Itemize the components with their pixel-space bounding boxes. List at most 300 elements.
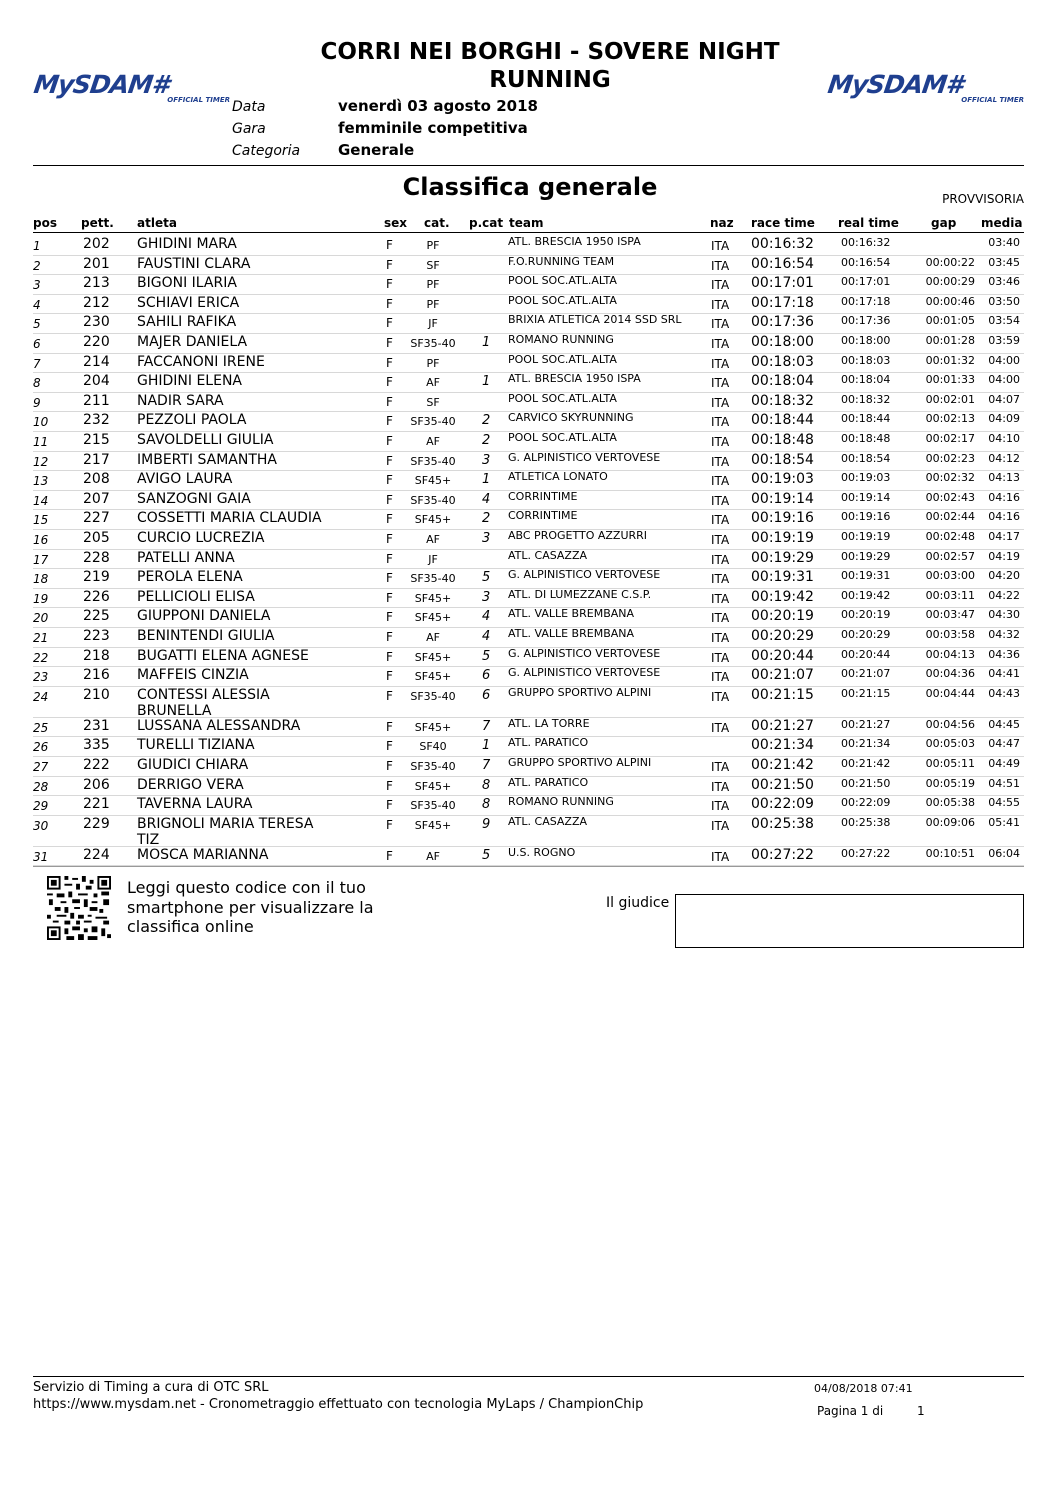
- pos-cell: 8: [33, 376, 41, 391]
- athlete-cell: FACCANONI IRENE: [137, 353, 265, 370]
- team-cell: ATL. BRESCIA 1950 ISPA: [508, 235, 641, 248]
- athlete-cell: GIUPPONI DANIELA: [137, 608, 271, 625]
- race-time-cell: 00:21:07: [751, 667, 814, 684]
- footer-page-label: Pagina 1 di: [817, 1404, 884, 1418]
- gap-cell: 00:09:06: [925, 815, 975, 829]
- team-cell: ATL. CASAZZA: [508, 814, 588, 828]
- nationality-cell: ITA: [711, 533, 730, 547]
- team-cell: POOL SOC.ATL.ALTA: [508, 431, 617, 444]
- gap-cell: 00:05:38: [925, 796, 975, 810]
- sex-cell: F: [386, 492, 393, 507]
- bib-cell: 225: [83, 608, 110, 625]
- table-row: [33, 815, 1024, 847]
- table-row: [33, 372, 1024, 393]
- team-cell: CORRINTIME: [508, 509, 578, 523]
- footer-datetime: 04/08/2018 07:41: [814, 1382, 913, 1395]
- nationality-cell: ITA: [711, 779, 730, 794]
- athlete-cell: BIGONI ILARIA: [137, 275, 237, 292]
- col-cat: cat.: [424, 216, 450, 230]
- col-naz: naz: [710, 216, 734, 230]
- pos-cell: 18: [33, 572, 49, 587]
- sex-cell: F: [386, 759, 393, 773]
- athlete-cell: COSSETTI MARIA CLAUDIA: [137, 510, 322, 527]
- sex-cell: F: [386, 610, 393, 625]
- category-cell: SF45+: [414, 650, 452, 664]
- real-time-cell: 00:20:19: [841, 608, 891, 622]
- qr-instructions: Leggi questo codice con il tuo smartphone per visualizzare la classifica online: [127, 878, 374, 936]
- category-cell: SF45+: [414, 670, 452, 684]
- table-row: [33, 588, 1024, 609]
- sex-cell: F: [386, 238, 393, 252]
- nationality-cell: ITA: [711, 415, 730, 430]
- table-row: [33, 274, 1024, 295]
- bib-cell: 206: [83, 776, 110, 793]
- bib-cell: 205: [83, 530, 110, 546]
- gap-cell: 00:01:05: [925, 314, 975, 328]
- pace-cell: 04:09: [988, 412, 1020, 426]
- nationality-cell: ITA: [711, 799, 730, 814]
- gap-cell: 00:02:23: [925, 451, 975, 465]
- nationality-cell: ITA: [711, 631, 730, 645]
- category-cell: AF: [426, 376, 440, 390]
- sex-cell: F: [386, 512, 393, 527]
- bib-cell: 223: [83, 628, 110, 644]
- bib-cell: 211: [83, 392, 110, 409]
- bib-cell: 335: [83, 737, 110, 754]
- real-time-cell: 00:17:01: [841, 275, 891, 289]
- pace-cell: 05:41: [988, 815, 1020, 829]
- col-team: team: [509, 216, 544, 230]
- pos-cell: 28: [33, 779, 49, 794]
- pace-cell: 04:10: [988, 432, 1020, 445]
- pace-cell: 06:04: [988, 846, 1020, 860]
- judge-signature-box: [675, 894, 1024, 948]
- bib-cell: 218: [83, 647, 110, 664]
- athlete-cell: SAVOLDELLI GIULIA: [137, 432, 274, 448]
- race-time-cell: 00:20:29: [751, 628, 814, 644]
- table-row: [33, 666, 1024, 687]
- pace-cell: 04:17: [988, 530, 1020, 543]
- gap-cell: 00:05:03: [925, 737, 975, 751]
- col-athlete: atleta: [137, 216, 177, 230]
- gap-cell: 00:03:47: [925, 608, 975, 622]
- sex-cell: F: [386, 453, 393, 468]
- category-position-cell: 8: [482, 777, 491, 793]
- footer-timing-service: Servizio di Timing a cura di OTC SRL: [33, 1380, 269, 1395]
- pos-cell: 22: [33, 650, 49, 665]
- pace-cell: 04:16: [988, 490, 1020, 504]
- race-time-cell: 00:18:00: [751, 334, 814, 350]
- real-time-cell: 00:18:32: [841, 392, 891, 406]
- team-cell: ABC PROGETTO AZZURRI: [508, 529, 648, 542]
- sex-cell: F: [386, 739, 393, 754]
- athlete-cell: MAJER DANIELA: [137, 334, 248, 350]
- athlete-cell: LUSSANA ALESSANDRA: [137, 717, 301, 734]
- col-bib: pett.: [81, 216, 114, 230]
- table-row: [33, 470, 1024, 491]
- page-heading: Classifica generale: [402, 173, 658, 201]
- athlete-cell: PEROLA ELENA: [137, 569, 243, 586]
- sex-cell: F: [386, 649, 393, 664]
- team-cell: G. ALPINISTICO VERTOVESE: [508, 666, 661, 680]
- team-cell: BRIXIA ATLETICA 2014 SSD SRL: [508, 313, 682, 327]
- team-cell: G. ALPINISTICO VERTOVESE: [508, 450, 661, 464]
- category-cell: SF45+: [414, 779, 452, 793]
- footer-page-total: 1: [917, 1404, 925, 1418]
- table-row: [33, 235, 1024, 256]
- team-cell: G. ALPINISTICO VERTOVESE: [508, 646, 661, 660]
- pace-cell: 04:45: [988, 717, 1020, 731]
- pos-cell: 13: [33, 474, 49, 489]
- table-row: [33, 509, 1024, 530]
- sex-cell: F: [386, 630, 393, 644]
- nationality-cell: ITA: [711, 552, 730, 567]
- race-time-cell: 00:17:18: [751, 294, 814, 311]
- nationality-cell: ITA: [711, 670, 730, 685]
- qr-code-icon: [46, 876, 112, 940]
- real-time-cell: 00:18:44: [841, 412, 891, 426]
- nationality-cell: ITA: [711, 239, 730, 253]
- gap-cell: 00:01:33: [925, 373, 975, 387]
- gap-cell: 00:02:48: [925, 530, 975, 543]
- category-position-cell: 4: [482, 609, 491, 625]
- nationality-cell: ITA: [711, 611, 730, 626]
- pos-cell: 7: [33, 356, 41, 371]
- pos-cell: 24: [33, 689, 49, 704]
- category-position-cell: 7: [482, 758, 491, 773]
- athlete-cell: BUGATTI ELENA AGNESE: [137, 647, 309, 664]
- categoria-label: Categoria: [232, 143, 301, 159]
- pos-cell: 29: [33, 799, 49, 814]
- athlete-cell: GHIDINI ELENA: [137, 373, 243, 390]
- race-time-cell: 00:19:29: [751, 549, 814, 566]
- race-time-cell: 00:19:14: [751, 490, 814, 507]
- pace-cell: 04:36: [988, 647, 1020, 661]
- gap-cell: 00:03:11: [925, 588, 975, 602]
- sex-cell: F: [386, 571, 393, 586]
- footer-website: https://www.mysdam.net - Cronometraggio effettuato con tecnologia MyLaps / ChampionChip: [33, 1397, 644, 1412]
- pos-cell: 16: [33, 533, 49, 547]
- race-time-cell: 00:21:34: [751, 737, 814, 754]
- data-value: venerdì 03 agosto 2018: [338, 97, 538, 115]
- mysdam-logo-right: MySDAM# OFFICIAL TIMER: [826, 70, 1024, 104]
- pos-cell: 9: [33, 395, 41, 410]
- real-time-cell: 00:16:32: [841, 236, 891, 249]
- sex-cell: F: [386, 296, 393, 311]
- gap-cell: 00:02:01: [925, 392, 975, 406]
- nationality-cell: ITA: [711, 849, 730, 864]
- pos-cell: 10: [33, 415, 49, 430]
- category-cell: AF: [426, 533, 440, 546]
- nationality-cell: ITA: [711, 572, 730, 587]
- category-position-cell: 6: [482, 687, 491, 703]
- bib-cell: 230: [83, 314, 110, 331]
- race-time-cell: 00:17:36: [751, 314, 814, 331]
- pos-cell: 17: [33, 552, 49, 567]
- race-time-cell: 00:16:54: [751, 255, 814, 272]
- sex-cell: F: [386, 532, 393, 546]
- sex-cell: F: [386, 414, 393, 429]
- status-label: PROVVISORIA: [942, 192, 1024, 206]
- table-row: [33, 451, 1024, 472]
- athlete-cell: SCHIAVI ERICA: [137, 294, 240, 311]
- category-cell: JF: [428, 317, 438, 331]
- athlete-cell: GIUDICI CHIARA: [137, 757, 249, 773]
- pace-cell: 03:46: [988, 275, 1020, 289]
- categoria-value: Generale: [338, 141, 415, 159]
- gap-cell: 00:02:44: [925, 510, 975, 524]
- category-cell: SF35-40: [410, 799, 456, 813]
- table-row: [33, 411, 1024, 432]
- bib-cell: 221: [83, 796, 110, 813]
- real-time-cell: 00:19:29: [841, 549, 891, 563]
- team-cell: POOL SOC.ATL.ALTA: [508, 293, 617, 307]
- real-time-cell: 00:20:44: [841, 647, 891, 661]
- gap-cell: 00:04:13: [925, 647, 975, 661]
- category-cell: SF45+: [414, 474, 452, 488]
- category-cell: PF: [426, 239, 440, 252]
- race-time-cell: 00:18:32: [751, 392, 814, 409]
- bib-cell: 204: [83, 373, 110, 390]
- team-cell: POOL SOC.ATL.ALTA: [508, 352, 617, 366]
- athlete-cell: BRIGNOLI MARIA TERESA TIZ: [137, 815, 314, 848]
- pos-cell: 6: [33, 337, 41, 351]
- category-position-cell: 5: [482, 570, 491, 586]
- pace-cell: 04:12: [988, 451, 1020, 465]
- pos-cell: 5: [33, 317, 41, 332]
- pos-cell: 23: [33, 670, 49, 685]
- gap-cell: 00:01:28: [925, 334, 975, 347]
- sex-cell: F: [386, 277, 393, 292]
- real-time-cell: 00:21:50: [841, 776, 891, 790]
- bib-cell: 227: [83, 510, 110, 527]
- nationality-cell: ITA: [711, 474, 730, 489]
- category-position-cell: 6: [482, 668, 491, 684]
- nationality-cell: ITA: [711, 435, 730, 449]
- pace-cell: 03:40: [988, 236, 1020, 249]
- table-end-divider: [33, 866, 1024, 867]
- gap-cell: 00:05:19: [925, 776, 975, 790]
- pace-cell: 04:07: [988, 392, 1020, 406]
- bib-cell: 222: [83, 757, 110, 773]
- mysdam-logo-left: MySDAM# OFFICIAL TIMER: [32, 70, 230, 104]
- team-cell: POOL SOC.ATL.ALTA: [508, 274, 617, 288]
- bib-cell: 214: [83, 353, 110, 370]
- pace-cell: 04:51: [988, 776, 1020, 790]
- category-cell: PF: [426, 297, 440, 311]
- athlete-cell: NADIR SARA: [137, 392, 224, 409]
- gap-cell: 00:03:58: [925, 628, 975, 641]
- bib-cell: 210: [83, 686, 110, 703]
- team-cell: ATL. VALLE BREMBANA: [508, 627, 635, 640]
- pos-cell: 21: [33, 631, 49, 645]
- table-row: [33, 490, 1024, 511]
- real-time-cell: 00:17:36: [841, 314, 891, 328]
- category-cell: SF35-40: [410, 689, 456, 703]
- nationality-cell: ITA: [711, 297, 730, 312]
- bib-cell: 202: [83, 236, 110, 252]
- nationality-cell: ITA: [711, 493, 730, 508]
- real-time-cell: 00:16:54: [841, 255, 891, 269]
- race-time-cell: 00:17:01: [751, 275, 814, 292]
- category-position-cell: 1: [482, 738, 491, 754]
- pace-cell: 04:32: [988, 628, 1020, 641]
- category-position-cell: 3: [482, 589, 491, 605]
- team-cell: ATL. PARATICO: [508, 775, 589, 789]
- bib-cell: 232: [83, 412, 110, 429]
- gap-cell: 00:10:51: [925, 846, 975, 860]
- table-row: [33, 313, 1024, 334]
- category-position-cell: 1: [482, 335, 491, 350]
- pace-cell: 04:13: [988, 471, 1020, 485]
- pos-cell: 19: [33, 591, 49, 606]
- race-time-cell: 00:18:54: [751, 451, 814, 468]
- table-row: [33, 607, 1024, 628]
- athlete-cell: PATELLI ANNA: [137, 549, 235, 566]
- sex-cell: F: [386, 688, 393, 703]
- category-cell: SF35-40: [410, 572, 456, 586]
- sex-cell: F: [386, 778, 393, 793]
- pos-cell: 1: [33, 239, 41, 253]
- sex-cell: F: [386, 355, 393, 370]
- sex-cell: F: [386, 336, 393, 350]
- bib-cell: 224: [83, 846, 110, 863]
- pace-cell: 04:22: [988, 588, 1020, 602]
- nationality-cell: ITA: [711, 818, 730, 833]
- athlete-cell: TAVERNA LAURA: [137, 796, 253, 813]
- pos-cell: 2: [33, 258, 41, 273]
- table-row: [33, 717, 1024, 738]
- gap-cell: 00:02:43: [925, 490, 975, 504]
- bib-cell: 220: [83, 334, 110, 350]
- athlete-cell: FAUSTINI CLARA: [137, 255, 251, 272]
- athlete-cell: SANZOGNI GAIA: [137, 490, 251, 507]
- sex-cell: F: [386, 848, 393, 863]
- pace-cell: 04:00: [988, 373, 1020, 387]
- team-cell: ROMANO RUNNING: [508, 795, 614, 809]
- real-time-cell: 00:18:04: [841, 373, 891, 387]
- pace-cell: 04:47: [988, 737, 1020, 751]
- bib-cell: 219: [83, 569, 110, 586]
- athlete-cell: CURCIO LUCREZIA: [137, 530, 265, 546]
- race-time-cell: 00:18:03: [751, 353, 814, 370]
- pos-cell: 14: [33, 493, 49, 508]
- category-cell: SF45+: [414, 818, 452, 832]
- race-time-cell: 00:20:44: [751, 647, 814, 664]
- table-row: [33, 756, 1024, 777]
- race-time-cell: 00:19:31: [751, 569, 814, 586]
- real-time-cell: 00:17:18: [841, 294, 891, 308]
- athlete-cell: PEZZOLI PAOLA: [137, 412, 247, 429]
- category-cell: SF35-40: [410, 337, 456, 350]
- bib-cell: 201: [83, 255, 110, 272]
- team-cell: GRUPPO SPORTIVO ALPINI: [508, 756, 652, 769]
- nationality-cell: ITA: [711, 454, 730, 469]
- sex-cell: F: [386, 719, 393, 734]
- gap-cell: 00:02:17: [925, 432, 975, 445]
- team-cell: CORRINTIME: [508, 489, 578, 503]
- col-sex: sex: [384, 216, 408, 230]
- category-cell: SF45+: [414, 611, 452, 625]
- nationality-cell: ITA: [711, 317, 730, 332]
- gap-cell: 00:05:11: [925, 757, 975, 770]
- sex-cell: F: [386, 473, 393, 488]
- table-row: [33, 795, 1024, 816]
- table-row: [33, 255, 1024, 276]
- real-time-cell: 00:19:31: [841, 569, 891, 583]
- real-time-cell: 00:19:03: [841, 471, 891, 485]
- pace-cell: 04:41: [988, 667, 1020, 681]
- nationality-cell: ITA: [711, 376, 730, 391]
- table-row: [33, 647, 1024, 668]
- category-cell: JF: [428, 552, 438, 566]
- team-cell: G. ALPINISTICO VERTOVESE: [508, 568, 661, 582]
- category-position-cell: 1: [482, 472, 491, 488]
- pos-cell: 3: [33, 278, 41, 293]
- athlete-cell: PELLICIOLI ELISA: [137, 588, 255, 605]
- pace-cell: 04:49: [988, 757, 1020, 770]
- pos-cell: 27: [33, 760, 49, 774]
- race-time-cell: 00:22:09: [751, 796, 814, 813]
- real-time-cell: 00:21:42: [841, 757, 891, 770]
- category-cell: PF: [426, 356, 440, 370]
- race-time-cell: 00:21:27: [751, 717, 814, 734]
- gap-cell: 00:04:44: [925, 686, 975, 700]
- pos-cell: 12: [33, 454, 49, 469]
- sex-cell: F: [386, 551, 393, 566]
- category-position-cell: 2: [482, 433, 491, 448]
- pace-cell: 04:00: [988, 353, 1020, 367]
- bib-cell: 228: [83, 549, 110, 566]
- category-position-cell: 8: [482, 797, 491, 813]
- real-time-cell: 00:19:16: [841, 510, 891, 524]
- category-position-cell: 2: [482, 413, 491, 429]
- pace-cell: 04:30: [988, 608, 1020, 622]
- real-time-cell: 00:21:34: [841, 737, 891, 751]
- race-time-cell: 00:21:15: [751, 686, 814, 703]
- event-title-line2: RUNNING: [489, 67, 611, 93]
- race-time-cell: 00:27:22: [751, 846, 814, 863]
- judge-label: Il giudice: [606, 895, 670, 911]
- race-time-cell: 00:19:42: [751, 588, 814, 605]
- athlete-cell: BENINTENDI GIULIA: [137, 628, 275, 644]
- athlete-cell: IMBERTI SAMANTHA: [137, 451, 278, 468]
- team-cell: ATLETICA LONATO: [508, 470, 608, 484]
- athlete-cell: AVIGO LAURA: [137, 471, 233, 488]
- gap-cell: 00:00:46: [925, 294, 975, 308]
- pace-cell: 03:45: [988, 255, 1020, 269]
- sex-cell: F: [386, 257, 393, 272]
- athlete-cell: MAFFEIS CINZIA: [137, 667, 249, 684]
- athlete-cell: GHIDINI MARA: [137, 236, 237, 252]
- team-cell: ATL. PARATICO: [508, 736, 589, 750]
- col-pcat: p.cat: [469, 216, 504, 230]
- pace-cell: 04:20: [988, 569, 1020, 583]
- sex-cell: F: [386, 590, 393, 605]
- col-real-time: real time: [838, 216, 899, 230]
- team-cell: ATL. VALLE BREMBANA: [508, 607, 635, 621]
- gap-cell: 00:02:57: [925, 549, 975, 563]
- bib-cell: 216: [83, 667, 110, 684]
- real-time-cell: 00:27:22: [841, 846, 891, 860]
- gap-cell: 00:00:29: [925, 275, 975, 289]
- table-row: [33, 776, 1024, 797]
- category-position-cell: 1: [482, 374, 491, 390]
- pace-cell: 04:16: [988, 510, 1020, 524]
- athlete-cell: TURELLI TIZIANA: [137, 737, 255, 754]
- gap-cell: 00:04:36: [925, 667, 975, 681]
- race-time-cell: 00:19:03: [751, 471, 814, 488]
